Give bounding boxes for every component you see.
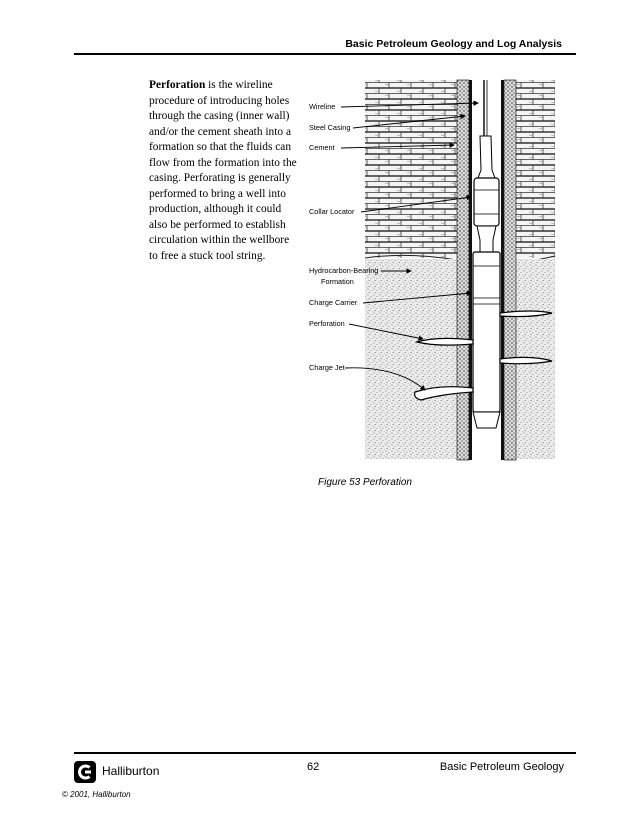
halliburton-logo-icon [74,761,96,783]
perforation-diagram [307,66,560,464]
cement-sheath-right [504,80,516,460]
label-hydrocarbon-line1: Hydrocarbon-Bearing [309,266,379,275]
body-text: is the wireline procedure of introducing holes through the casing (inner wall) and/or the cement sheath into a formation so that the fluids can flow from the formation into the casing. Perforating is generally performed to bring a well into production, although it could also be performed to establish circulation within the wellbore to free a stuck tool string. [149,79,297,262]
label-perforation: Perforation [309,319,345,328]
header-title: Basic Petroleum Geology and Log Analysis [345,38,562,50]
label-collar-locator: Collar Locator [309,207,355,216]
label-charge-carrier: Charge Carrier [309,298,358,307]
footer-divider [74,752,576,754]
label-charge-jet: Charge Jet [309,363,345,372]
casing-wall-left [469,80,472,460]
copyright: © 2001, Halliburton [62,790,131,799]
label-steel-casing: Steel Casing [309,123,351,132]
label-wireline: Wireline [309,102,336,111]
page-number: 62 [307,761,320,773]
charge-carrier-body [473,252,500,412]
label-cement: Cement [309,143,335,152]
label-hydrocarbon-line2: Formation [321,277,354,286]
header-divider [74,53,576,55]
company-name: Halliburton [102,764,160,778]
figure-caption: Figure 53 Perforation [318,477,412,488]
casing-wall-right [501,80,504,460]
footer-title: Basic Petroleum Geology [439,761,564,773]
collar-locator-body [474,178,499,226]
body-paragraph [149,78,297,264]
term-perforation: Perforation [149,79,206,91]
cement-sheath-left [457,80,469,460]
